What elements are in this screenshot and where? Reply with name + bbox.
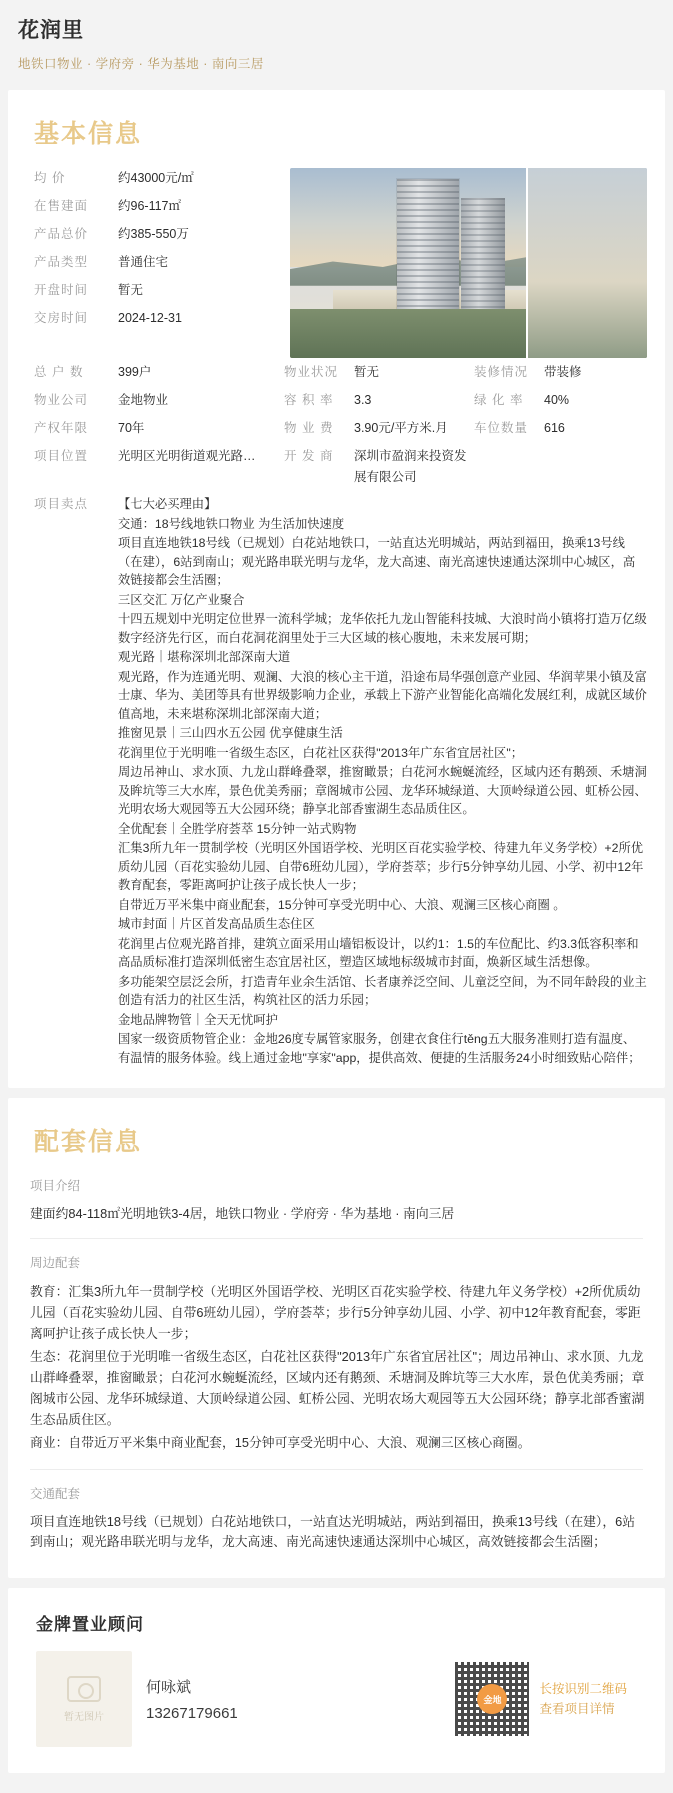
facility-divider-2 bbox=[30, 1469, 643, 1470]
qr-text bbox=[539, 1679, 627, 1719]
selling-point-line: 金地品牌物管｜全天无忧呵护 bbox=[118, 1012, 278, 1027]
basic-info-row bbox=[34, 224, 276, 245]
basic-info-key: 产品总价 bbox=[34, 227, 89, 241]
photo-divider bbox=[526, 168, 528, 358]
basic-info-value: 616 bbox=[544, 421, 565, 435]
page-title: 花润里 bbox=[18, 19, 84, 42]
selling-point-line: 【七大必买理由】 bbox=[118, 497, 217, 511]
around-label: 周边配套 bbox=[30, 1256, 81, 1270]
basic-info-value: 2024-12-31 bbox=[118, 311, 182, 325]
basic-info-value: 光明区光明街道观光路… bbox=[118, 449, 256, 463]
selling-points bbox=[26, 495, 647, 1068]
selling-point-line: 自带近万平米集中商业配套，15分钟可享受光明中心、大浪、观澜三区核心商圈 。 bbox=[118, 897, 566, 912]
consultant-title: 金牌置业顾问 bbox=[36, 1615, 144, 1634]
basic-info-key: 容 积 率 bbox=[284, 393, 334, 407]
photo-tower-second bbox=[461, 198, 505, 316]
basic-info-key: 装修情况 bbox=[474, 365, 529, 379]
basic-info-grid-cell bbox=[34, 446, 284, 488]
basic-info-value: 暂无 bbox=[354, 365, 380, 379]
intro-text: 建面约84-118㎡光明地铁3-4居，地铁口物业 · 学府旁 · 华为基地 · 南向三居 bbox=[30, 1206, 455, 1221]
facility-section-title: 配套信息 bbox=[34, 1128, 143, 1156]
consultant-info bbox=[146, 1676, 238, 1722]
basic-info-top bbox=[26, 168, 647, 358]
basic-info-grid-cell bbox=[34, 390, 284, 411]
basic-info-key: 开盘时间 bbox=[34, 283, 89, 297]
selling-point-line: 观光路｜堪称深圳北部深南大道 bbox=[118, 650, 291, 664]
qr-text-line2: 查看项目详情 bbox=[539, 1702, 615, 1716]
basic-info-value: 金地物业 bbox=[118, 393, 169, 407]
photo-right-panel bbox=[526, 168, 647, 358]
basic-info-key: 产权年限 bbox=[34, 421, 89, 435]
selling-point-line: 三区交汇 万亿产业聚合 bbox=[118, 592, 245, 607]
basic-info-row bbox=[34, 196, 276, 217]
traffic-text: 项目直连地铁18号线（已规划）白花站地铁口，一站直达光明城站，两站到福田，换乘13号线（在建），6站到南山；观光路串联光明与龙华，龙大高速、南光高速快速通达深圳中心城区，高效链接都会生活圈； bbox=[30, 1514, 636, 1549]
basic-info-row bbox=[34, 252, 276, 273]
avatar bbox=[36, 1651, 132, 1747]
basic-info-row bbox=[34, 280, 276, 301]
basic-info-value: 约385-550万 bbox=[118, 227, 189, 241]
basic-info-key: 绿 化 率 bbox=[474, 393, 524, 407]
basic-info-value: 3.90元/平方米.月 bbox=[354, 421, 448, 435]
basic-info-row bbox=[34, 168, 276, 189]
basic-info-key: 物业公司 bbox=[34, 393, 89, 407]
avatar-placeholder-text: 暂无图片 bbox=[64, 1711, 104, 1723]
facility-divider-1 bbox=[30, 1238, 643, 1239]
basic-info-grid-row bbox=[34, 362, 647, 383]
basic-info-grid-cell bbox=[284, 362, 474, 383]
selling-point-line: 国家一级资质物管企业：金地26度专属管家服务，创建衣食住行těng五大服务准则打造有温度、有温情的服务体验。线上通过金地"享家"app，提供高效、便捷的生活服务24小时细致贴心陪伴； bbox=[118, 1032, 641, 1065]
basic-info-detail-grid bbox=[26, 362, 647, 488]
basic-info-key-values bbox=[26, 168, 276, 358]
page-header bbox=[0, 0, 673, 84]
basic-info-key: 车位数量 bbox=[474, 421, 529, 435]
basic-info-value: 深圳市盈润来投资发展有限公司 bbox=[354, 449, 467, 484]
basic-info-key: 项目位置 bbox=[34, 449, 89, 463]
intro-label: 项目介绍 bbox=[30, 1179, 81, 1193]
consultant-name: 何咏斌 bbox=[146, 1679, 192, 1696]
basic-info-value: 40% bbox=[544, 393, 570, 407]
selling-point-line: 城市封面｜片区首发高品质生态住区 bbox=[118, 917, 315, 931]
basic-info-grid-cell bbox=[284, 446, 474, 488]
photo-tower-main bbox=[397, 179, 459, 316]
selling-points-body bbox=[118, 495, 647, 1068]
selling-point-line: 全优配套｜全胜学府荟萃 15分钟一站式购物 bbox=[118, 821, 357, 836]
selling-point-line: 汇集3所九年一贯制学校（光明区外国语学校、光明区百花实验学校、待建九年义务学校）+2所优质幼儿园（百花实验幼儿园、自带6班幼儿园），学府荟萃；步行5分钟享幼儿园、小学、初中12年教育配套，零距离呵护让孩子成长快人一步； bbox=[118, 841, 644, 892]
basic-info-key: 产品类型 bbox=[34, 255, 89, 269]
basic-info-key: 在售建面 bbox=[34, 199, 89, 213]
qr-section[interactable] bbox=[455, 1662, 637, 1736]
basic-info-row bbox=[34, 308, 276, 329]
selling-points-label: 项目卖点 bbox=[34, 497, 89, 511]
basic-info-key: 物 业 费 bbox=[284, 421, 334, 435]
basic-info-key: 物业状况 bbox=[284, 365, 339, 379]
basic-info-grid-cell bbox=[474, 446, 647, 488]
basic-info-grid-row bbox=[34, 446, 647, 488]
selling-point-line: 花润里位于光明唯一省级生态区，白花社区获得"2013年广东省宜居社区"； bbox=[118, 745, 523, 760]
selling-point-line: 推窗见景｜三山四水五公园 优享健康生活 bbox=[118, 726, 343, 740]
basic-info-grid-cell bbox=[474, 390, 647, 411]
basic-info-grid-row bbox=[34, 418, 647, 439]
facility-info-card bbox=[8, 1098, 665, 1578]
basic-info-grid-cell bbox=[474, 418, 647, 439]
selling-point-line: 项目直连地铁18号线（已规划）白花站地铁口，一站直达光明城站，两站到福田，换乘13号线（在建），6站到南山；观光路串联光明与龙华，龙大高速、南光高速快速通达深圳中心城区，高效链接都会生活圈； bbox=[118, 536, 636, 587]
basic-info-grid-cell bbox=[34, 362, 284, 383]
around-paragraph: 商业：自带近万平米集中商业配套，15分钟可享受光明中心、大浪、观澜三区核心商圈。 bbox=[30, 1435, 531, 1450]
basic-info-value: 3.3 bbox=[354, 393, 372, 407]
selling-point-line: 十四五规划中光明定位世界一流科学城；龙华依托九龙山智能科技城、大浪时尚小镇将打造万亿级数字经济先行区，而白花洞花润里处于三大区域的核心腹地，未来发展可期； bbox=[118, 612, 647, 645]
basic-info-grid-cell bbox=[34, 418, 284, 439]
basic-info-value: 399户 bbox=[118, 365, 152, 379]
selling-point-line: 周边吊神山、求水顶、九龙山群峰叠翠，推窗瞰景；白花河水蜿蜒流经，区域内还有鹅颈、禾塘洞及眸坑等三大水库，景色优美秀丽；章阁城市公园、龙华环城绿道、大顶岭绿道公园、虹桥公园、光明农场大观园等五大公园环绕；静享北部香蜜湖生态品质住区。 bbox=[118, 765, 647, 816]
basic-info-section-title: 基本信息 bbox=[34, 120, 143, 148]
around-paragraph: 生态：花润里位于光明唯一省级生态区，白花社区获得"2013年广东省宜居社区"；周边吊神山、求水顶、九龙山群峰叠翠，推窗瞰景；白花河水蜿蜒流经，区域内还有鹅颈、禾塘洞及眸坑等三大水库，景色优美秀丽；章阁城市公园、龙华环城绿道、大顶岭绿道公园、虹桥公园、光明农场大观园等五大公园环绕；静享北部香蜜湖生态品质住区。 bbox=[30, 1349, 645, 1427]
camera-icon bbox=[67, 1676, 101, 1702]
basic-info-value: 约43000元/㎡ bbox=[118, 171, 194, 185]
selling-point-line: 交通：18号线地铁口物业 为生活加快速度 bbox=[118, 516, 345, 531]
qr-text-line1: 长按识别二维码 bbox=[539, 1682, 627, 1696]
selling-point-line: 花润里占位观光路首排，建筑立面采用山墙铝板设计，以约1：1.5的车位配比、约3.3低容积率和高品质标准打造深圳低密生态宜居社区，塑造区域地标级城市封面，焕新区域生活想像。 bbox=[118, 936, 639, 969]
basic-info-value: 暂无 bbox=[118, 283, 144, 297]
basic-info-grid-row bbox=[34, 390, 647, 411]
qr-logo: 金地 bbox=[477, 1684, 507, 1714]
around-paragraph: 教育：汇集3所九年一贯制学校（光明区外国语学校、光明区百花实验学校、待建九年义务学校）+2所优质幼儿园（百花实验幼儿园、自带6班幼儿园），学府荟萃；步行5分钟享幼儿园、小学、初中12年教育配套，零距离呵护让孩子成长快人一步； bbox=[30, 1284, 641, 1341]
consultant-phone[interactable]: 13267179661 bbox=[146, 1705, 238, 1722]
traffic-label: 交通配套 bbox=[30, 1487, 81, 1501]
consultant-row bbox=[26, 1651, 647, 1753]
basic-info-key: 均 价 bbox=[34, 171, 66, 185]
basic-info-key: 总 户 数 bbox=[34, 365, 84, 379]
basic-info-value: 约96-117㎡ bbox=[118, 199, 181, 213]
basic-info-grid-cell bbox=[284, 390, 474, 411]
basic-info-value: 普通住宅 bbox=[118, 255, 169, 269]
selling-point-line: 多功能架空层泛会所，打造青年业余生活馆、长者康养泛空间、儿童泛空间，为不同年龄段的业主创造有活力的社区生活，构筑社区的活力乐园； bbox=[118, 974, 647, 1007]
selling-point-line: 观光路，作为连通光明、观澜、大浪的核心主干道，沿途布局华强创意产业园、华润苹果小镇及富士康、华为、美团等具有世界级影响力企业，承载上下游产业智能化高端化发展红利，成就区域价值高地，未来堪称深圳北部深南大道； bbox=[118, 669, 647, 721]
consultant-card bbox=[8, 1588, 665, 1773]
basic-info-key: 交房时间 bbox=[34, 311, 89, 325]
qr-code-icon[interactable] bbox=[455, 1662, 529, 1736]
page-subtitle: 地铁口物业 · 学府旁 · 华为基地 · 南向三居 bbox=[18, 57, 264, 71]
basic-info-key: 开 发 商 bbox=[284, 449, 334, 463]
basic-info-grid-cell bbox=[284, 418, 474, 439]
around-text-block bbox=[30, 1281, 647, 1453]
basic-info-card bbox=[8, 90, 665, 1088]
basic-info-grid-cell bbox=[474, 362, 647, 383]
project-photo bbox=[290, 168, 647, 358]
basic-info-value: 70年 bbox=[118, 421, 145, 435]
basic-info-value: 带装修 bbox=[544, 365, 582, 379]
